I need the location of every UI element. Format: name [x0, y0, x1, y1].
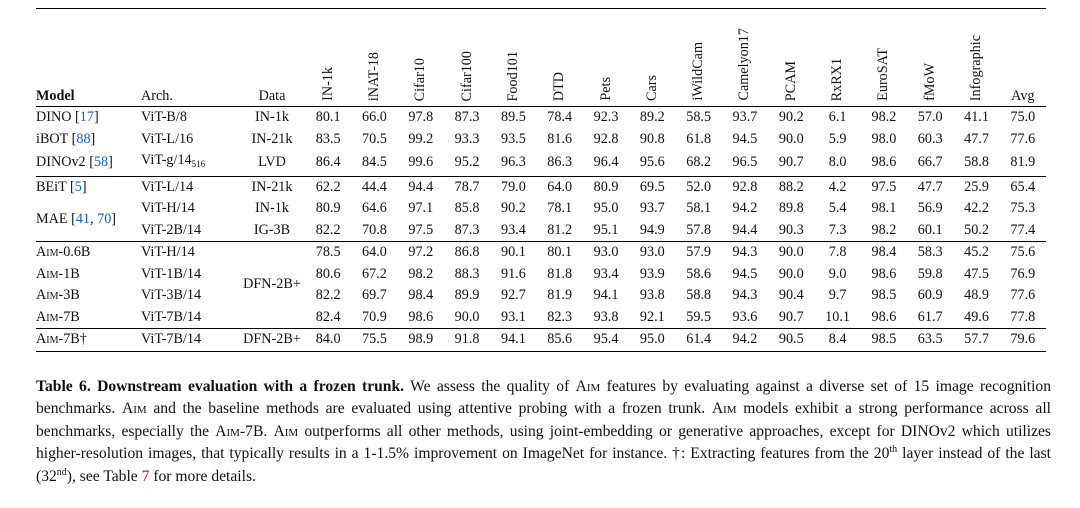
table-row	[36, 176, 1046, 198]
cell-value: 57.7	[964, 331, 989, 347]
cell-avg: 75.3	[1010, 200, 1036, 216]
cell-value: 5.9	[828, 130, 847, 147]
cell-model: DINOv2 [58]	[36, 154, 113, 170]
cell-value: 94.9	[639, 221, 665, 238]
table-header-row	[36, 9, 1046, 107]
arch-name: ViT-L/14	[141, 178, 194, 195]
header-benchmark: Cifar10	[412, 57, 429, 101]
caption-text: features by evaluating against a diverse set of 15 image recognition benchmarks.	[36, 378, 1052, 418]
aim7b-mention: Aim-7B	[215, 422, 264, 440]
cell-value: 97.2	[408, 244, 434, 260]
model-name: iBOT	[36, 130, 69, 147]
cell-avg: 77.8	[1010, 308, 1036, 325]
cell-value: 48.9	[964, 287, 989, 303]
cell-model	[36, 264, 141, 286]
citation-link[interactable]: 17	[79, 109, 94, 125]
cell-value: 95.0	[593, 200, 619, 216]
cell-value: 94.2	[732, 331, 758, 347]
arch-name: ViT-7B/14	[141, 308, 202, 325]
cell-value: 98.2	[408, 265, 434, 282]
cell-value: 93.7	[732, 109, 758, 125]
header-benchmark: Cifar100	[458, 50, 475, 101]
cell-value: 90.3	[778, 221, 804, 238]
cell-value: 78.7	[454, 178, 480, 195]
cell-value: 98.6	[408, 308, 434, 325]
cell-value: 97.5	[871, 178, 897, 195]
cell-value: 81.2	[547, 221, 573, 238]
cell-model	[36, 242, 141, 264]
header-benchmark: IN-1k	[319, 67, 336, 101]
cell-avg: 77.6	[1010, 130, 1036, 147]
cell-value: 84.5	[362, 154, 387, 170]
cell-value: 92.1	[639, 308, 665, 325]
cell-value: 59.8	[917, 265, 943, 282]
cell-data: IN-1k	[255, 109, 289, 125]
arch-subscript: 516	[191, 159, 206, 169]
cell-value: 61.4	[686, 331, 712, 347]
table-group-3	[36, 242, 1046, 329]
cell-value: 66.0	[362, 109, 387, 125]
cell-value: 63.5	[917, 331, 943, 347]
aim-mention: Aim	[273, 422, 299, 440]
cell-avg: 76.9	[1010, 265, 1036, 282]
cell-value: 98.5	[871, 331, 897, 347]
cell-value: 95.4	[593, 331, 619, 347]
cell-value: 64.0	[547, 178, 573, 195]
cell-data: DFN-2B+	[243, 276, 301, 293]
header-benchmark: iWildCam	[690, 42, 707, 101]
cell-value: 80.9	[315, 200, 341, 216]
cell-value: 61.8	[686, 130, 712, 147]
caption-text: layer instead of the last (32	[36, 445, 1051, 485]
table-row	[36, 198, 1046, 220]
cell-value: 94.3	[732, 244, 758, 260]
cell-value: 90.0	[778, 244, 804, 260]
table-group-1	[36, 107, 1046, 177]
header-avg: Avg	[1011, 88, 1035, 104]
cell-value: 52.0	[686, 178, 712, 195]
superscript-th: th	[889, 444, 898, 456]
header-model: Model	[36, 88, 75, 104]
header-arch: Arch.	[141, 88, 173, 104]
citation-link[interactable]: 5	[74, 178, 82, 195]
cell-value: 82.3	[547, 308, 573, 325]
header-benchmark: Food101	[504, 50, 521, 101]
cell-value: 93.4	[500, 221, 526, 238]
cell-value: 94.5	[732, 130, 758, 147]
header-benchmark: iNAT-18	[365, 51, 382, 101]
cell-value: 90.7	[778, 308, 804, 325]
caption-title: Downstream evaluation with a frozen trunk.	[97, 378, 405, 395]
header-benchmark: Pets	[597, 77, 614, 101]
cell-value: 59.5	[686, 308, 712, 325]
cell-value: 82.4	[315, 308, 341, 325]
cell-avg: 75.0	[1010, 109, 1036, 125]
cell-value: 97.5	[408, 221, 434, 238]
cell-value: 75.5	[362, 331, 387, 347]
cell-value: 80.1	[547, 244, 573, 260]
cell-arch	[141, 107, 239, 129]
cell-value: 85.6	[547, 331, 573, 347]
cell-value: 58.6	[686, 265, 712, 282]
cell-value: 64.0	[362, 244, 387, 260]
cell-value: 70.8	[362, 221, 387, 238]
cell-avg: 79.6	[1010, 331, 1036, 347]
cell-value: 96.4	[593, 154, 619, 170]
cell-data: IN-21k	[251, 130, 293, 147]
table-row	[36, 150, 1046, 176]
cell-value: 90.4	[778, 287, 804, 303]
cell-value: 94.1	[593, 287, 619, 303]
cell-value: 61.7	[917, 308, 943, 325]
aim-mention: Aim	[711, 400, 737, 418]
cell-value: 90.2	[778, 109, 804, 125]
cell-value: 92.3	[593, 109, 619, 125]
cell-value: 87.3	[454, 221, 480, 238]
header-benchmark: fMoW	[921, 63, 938, 101]
cell-avg: 77.6	[1010, 287, 1036, 303]
cell-value: 83.5	[315, 130, 341, 147]
cell-value: 95.1	[593, 221, 619, 238]
cell-value: 98.4	[871, 244, 897, 260]
cell-value: 4.2	[828, 178, 847, 195]
cell-avg: 81.9	[1010, 154, 1036, 170]
cell-value: 58.1	[686, 200, 712, 216]
cell-model	[36, 307, 141, 329]
cell-value: 89.8	[778, 200, 804, 216]
header-benchmark: EuroSAT	[875, 48, 892, 101]
cell-arch	[141, 264, 239, 286]
cell-value: 60.3	[917, 130, 943, 147]
cell-value: 10.1	[825, 308, 850, 325]
cell-value: 93.0	[593, 244, 619, 260]
cell-value: 90.7	[778, 154, 804, 170]
cell-value: 57.9	[686, 244, 712, 260]
cell-value: 80.6	[315, 265, 341, 282]
citation-link[interactable]: 41	[75, 210, 90, 227]
table-row	[36, 329, 1046, 352]
cell-value: 95.0	[639, 331, 665, 347]
cell-value: 90.8	[639, 130, 665, 147]
arch-name: ViT-B/8	[141, 109, 187, 125]
cell-value: 67.2	[362, 265, 387, 282]
cell-value: 98.6	[871, 154, 897, 170]
cell-value: 93.4	[593, 265, 619, 282]
caption-label: Table 6.	[36, 378, 91, 395]
arch-name: ViT-L/16	[141, 130, 194, 147]
cell-value: 90.0	[454, 308, 480, 325]
cell-value: 82.2	[315, 287, 341, 303]
table-group-4	[36, 329, 1046, 352]
cell-value: 49.6	[964, 308, 989, 325]
cell-value: 98.6	[871, 308, 897, 325]
caption-text: ), see Table	[66, 467, 142, 485]
cell-model	[36, 285, 141, 307]
cell-value: 66.7	[917, 154, 943, 170]
cell-value: 57.0	[917, 109, 943, 125]
cell-value: 94.4	[408, 178, 434, 195]
cell-value: 94.1	[500, 331, 526, 347]
header-benchmark: DTD	[551, 71, 568, 101]
model-name: MAE	[36, 210, 68, 227]
cell-value: 87.3	[454, 109, 480, 125]
cell-value: 69.7	[362, 287, 387, 303]
cell-value: 94.4	[732, 221, 758, 238]
cell-value: 69.5	[639, 178, 665, 195]
header-benchmark: RxRX1	[829, 57, 846, 101]
model-name: DINOv2	[36, 154, 86, 170]
cell-value: 57.8	[686, 221, 712, 238]
arch-name: ViT-H/14	[141, 200, 195, 216]
caption-text: We assess the quality of	[404, 378, 576, 395]
table-row	[36, 307, 1046, 329]
cell-value: 9.0	[828, 265, 847, 282]
cell-value: 56.9	[917, 200, 943, 216]
caption-text: and the baseline methods are evaluated using attentive probing with a frozen trunk.	[146, 400, 712, 418]
cell-value: 93.6	[732, 308, 758, 325]
model-name: Aim-7B†	[36, 331, 87, 347]
cell-value: 58.5	[686, 109, 712, 125]
cell-value: 58.3	[917, 244, 943, 260]
cell-model	[36, 329, 141, 352]
cell-value: 68.2	[686, 154, 712, 170]
cell-arch	[141, 129, 239, 151]
caption-text: .	[263, 422, 274, 440]
model-name: BEiT	[36, 178, 67, 195]
cell-data: DFN-2B+	[243, 331, 301, 347]
cell-value: 62.2	[315, 178, 341, 195]
model-name: Aim-1B	[36, 265, 80, 282]
cell-value: 58.8	[964, 154, 989, 170]
cell-value: 81.6	[547, 130, 573, 147]
arch-name: ViT-3B/14	[141, 287, 202, 303]
cell-value: 44.4	[362, 178, 387, 195]
cell-arch	[141, 176, 239, 198]
cell-value: 88.3	[454, 265, 480, 282]
table-caption	[36, 376, 1051, 488]
cell-value: 89.2	[639, 109, 665, 125]
cell-value: 8.0	[828, 154, 847, 170]
cell-value: 58.8	[686, 287, 712, 303]
aim-mention: Aim	[121, 400, 147, 418]
cell-value: 98.9	[408, 331, 434, 347]
cell-value: 90.0	[778, 130, 804, 147]
caption-text: outperforms all other methods, using joint-embedding or generative approaches, except for DINOv2 which utilizes higher-resolution images, that typically results in a 1-1.5% improvement on ImageNet for instance. †: Extracting features from the 20	[36, 422, 1052, 463]
cell-value: 79.0	[500, 178, 526, 195]
header-benchmark: Camelyon17	[736, 28, 753, 101]
cell-avg: 65.4	[1010, 178, 1036, 195]
citation-link[interactable]: 88	[76, 130, 91, 147]
cell-value: 5.4	[828, 200, 847, 216]
arch-name: ViT-7B/14	[141, 331, 202, 347]
cell-value: 91.6	[500, 265, 526, 282]
cell-value: 93.9	[639, 265, 665, 282]
cell-value: 78.1	[547, 200, 573, 216]
cell-value: 7.8	[828, 244, 847, 260]
cell-value: 94.3	[732, 287, 758, 303]
cell-value: 45.2	[964, 244, 989, 260]
cell-arch	[141, 150, 239, 176]
cell-value: 47.7	[917, 178, 943, 195]
cell-value: 93.5	[500, 130, 526, 147]
cell-arch	[141, 285, 239, 307]
cell-value: 92.8	[593, 130, 619, 147]
cell-data: IN-1k	[255, 200, 289, 216]
table-row	[36, 264, 1046, 286]
cell-value: 89.9	[454, 287, 480, 303]
cell-value: 98.0	[871, 130, 897, 147]
cell-value: 93.8	[639, 287, 665, 303]
cell-value: 78.5	[315, 244, 341, 260]
cell-value: 70.5	[362, 130, 387, 147]
cell-value: 98.4	[408, 287, 434, 303]
cell-value: 64.6	[362, 200, 387, 216]
cell-value: 93.1	[500, 308, 526, 325]
cell-value: 86.3	[547, 154, 573, 170]
cell-arch	[141, 329, 239, 352]
table-row	[36, 220, 1046, 242]
arch-name: ViT-1B/14	[141, 265, 202, 282]
cell-value: 80.9	[593, 178, 619, 195]
cell-value: 94.5	[732, 265, 758, 282]
cell-data: IN-21k	[251, 178, 293, 195]
cell-value: 85.8	[454, 200, 480, 216]
cell-value: 98.2	[871, 109, 897, 125]
cell-value: 96.5	[732, 154, 758, 170]
cell-value: 93.7	[639, 200, 665, 216]
cell-arch	[141, 198, 239, 220]
caption-text: for more details.	[149, 467, 256, 485]
cell-model: MAE [41, 70]	[36, 210, 117, 227]
cell-value: 47.5	[964, 265, 989, 282]
arch-name: ViT-2B/14	[141, 221, 202, 238]
cell-value: 90.5	[778, 331, 804, 347]
cell-value: 97.8	[408, 109, 434, 125]
cell-value: 9.7	[828, 287, 847, 303]
cell-value: 81.9	[547, 287, 573, 303]
table-group-2	[36, 176, 1046, 242]
table-row	[36, 285, 1046, 307]
cell-model: iBOT [88]	[36, 130, 96, 147]
cell-value: 86.8	[454, 244, 480, 260]
cell-value: 60.9	[917, 287, 943, 303]
table-row	[36, 242, 1046, 264]
cell-value: 90.0	[778, 265, 804, 282]
cell-value: 80.1	[315, 109, 341, 125]
cell-value: 93.3	[454, 130, 480, 147]
cell-value: 95.6	[639, 154, 665, 170]
cell-value: 93.8	[593, 308, 619, 325]
results-table	[36, 8, 1046, 352]
cell-arch	[141, 307, 239, 329]
cell-value: 70.9	[362, 308, 387, 325]
table-row	[36, 107, 1046, 129]
cell-value: 99.2	[408, 130, 434, 147]
model-name: DINO	[36, 109, 72, 125]
table-row	[36, 129, 1046, 151]
cell-value: 88.2	[778, 178, 804, 195]
model-name: Aim-0.6B	[36, 244, 91, 260]
cell-value: 92.8	[732, 178, 758, 195]
superscript-nd: nd	[56, 466, 67, 478]
caption-text: models exhibit a strong performance across all benchmarks, especially the	[36, 400, 1052, 440]
cell-value: 94.2	[732, 200, 758, 216]
arch-name: ViT-g/14	[141, 152, 192, 168]
cell-value: 89.5	[500, 109, 526, 125]
cell-value: 90.2	[500, 200, 526, 216]
cell-value: 91.8	[454, 331, 480, 347]
cell-value: 25.9	[964, 178, 989, 195]
cell-value: 98.1	[871, 200, 897, 216]
cell-value: 41.1	[964, 109, 989, 125]
cell-value: 47.7	[964, 130, 989, 147]
header-benchmark: PCAM	[782, 60, 799, 101]
cell-model: BEiT [5]	[36, 178, 87, 195]
cell-value: 50.2	[964, 221, 989, 238]
cell-value: 98.6	[871, 265, 897, 282]
cell-value: 98.2	[871, 221, 897, 238]
cell-model: DINO [17]	[36, 109, 99, 125]
cell-data: LVD	[258, 154, 286, 170]
header-data: Data	[258, 88, 286, 104]
cell-value: 84.0	[315, 331, 341, 347]
cell-value: 90.1	[500, 244, 526, 260]
model-name: Aim-7B	[36, 308, 80, 325]
cell-arch	[141, 242, 239, 264]
citation-link[interactable]: 58	[93, 154, 109, 170]
cell-value: 7.3	[828, 221, 847, 238]
arch-name: ViT-H/14	[141, 244, 195, 260]
cell-data: IG-3B	[253, 221, 291, 238]
cell-arch	[141, 220, 239, 242]
cell-value: 93.0	[639, 244, 665, 260]
cell-value: 96.3	[500, 154, 526, 170]
cell-value: 81.8	[547, 265, 573, 282]
aim-mention: Aim	[575, 378, 601, 395]
model-name: Aim-3B	[36, 287, 80, 303]
table-reference-link[interactable]: 7	[141, 467, 150, 485]
cell-value: 60.1	[917, 221, 943, 238]
citation-link[interactable]: 70	[97, 210, 112, 227]
cell-value: 98.5	[871, 287, 897, 303]
cell-value: 97.1	[408, 200, 434, 216]
header-benchmark: Cars	[643, 74, 660, 101]
cell-value: 92.7	[500, 287, 526, 303]
cell-value: 42.2	[964, 200, 989, 216]
cell-value: 99.6	[408, 154, 434, 170]
cell-value: 78.4	[547, 109, 573, 125]
cell-avg: 77.4	[1010, 221, 1036, 238]
cell-value: 8.4	[828, 331, 847, 347]
cell-value: 95.2	[454, 154, 480, 170]
header-benchmark: Infographic	[968, 34, 985, 101]
cell-value: 86.4	[315, 154, 341, 170]
cell-value: 6.1	[828, 109, 847, 125]
cell-value: 82.2	[315, 221, 341, 238]
cell-avg: 75.6	[1010, 244, 1036, 260]
